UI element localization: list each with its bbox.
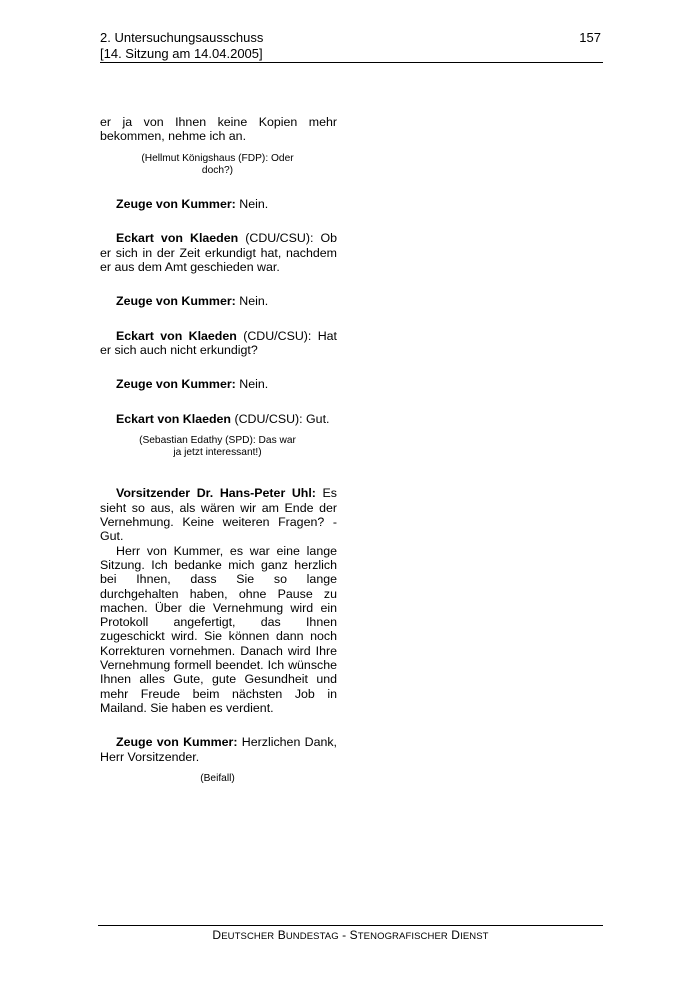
header-divider (100, 62, 603, 63)
statement-text: Herzlichen Dank, Herr Vorsitzender. (100, 735, 337, 764)
paragraph-continuation: er ja von Ihnen keine Kopien mehr bekommen, nehme ich an. (100, 115, 337, 144)
page-header (100, 30, 603, 62)
speaker-name: Vorsitzender Dr. Hans-Peter Uhl: (116, 486, 316, 501)
interjection-line: (Hellmut Königshaus (FDP): Oder (141, 152, 294, 164)
speaker-name: Zeuge von Kummer: (116, 197, 236, 212)
session-info: [14. Sitzung am 14.04.2005] (100, 46, 263, 61)
statement-text: (CDU/CSU): Hat er sich auch nicht erkundigt? (100, 328, 337, 357)
text-column (100, 115, 337, 785)
statement-text: Es sieht so aus, als wären wir am Ende der Vernehmung. Keine weiteren Fragen? - Gut. (100, 486, 338, 544)
statement-chairman-continued: Herr von Kummer, es war eine lange Sitzung. Ich bedanke mich ganz herzlich bei Ihnen, dass Sie so lange durchgehalten haben, ohne Pause zu machen. Über die Vernehmung wird ein Protokoll angefertigt, das Ihnen zugeschickt wird. Sie können dann noch Korrekturen vornehmen. Danach wird Ihre Vernehmung formell beendet. Ich wünsche Ihnen alles Gute, gute Gesundheit und mehr Freude beim nächsten Job in Mailand. Sie haben es verdient. (100, 543, 337, 715)
statement-klaeden (100, 329, 337, 358)
speaker-name: Eckart von Klaeden (116, 328, 237, 343)
interjection-line: doch?) (201, 164, 234, 176)
speaker-name: Zeuge von Kummer: (116, 377, 236, 392)
interjection-koenigshaus (100, 153, 337, 178)
statement-witness (100, 294, 337, 308)
statement-text: (CDU/CSU): Gut. (231, 411, 330, 426)
statement-witness (100, 377, 337, 391)
statement-text: Nein. (235, 294, 269, 309)
statement-witness (100, 735, 337, 764)
footer-divider (98, 925, 603, 926)
interjection-applause: (Beifall) (200, 772, 235, 784)
statement-witness (100, 197, 337, 211)
page-footer: DEUTSCHER BUNDESTAG - STENOGRAFISCHER DIENST (212, 928, 489, 942)
speaker-name: Zeuge von Kummer: (116, 735, 238, 750)
committee-title: 2. Untersuchungsausschuss (100, 30, 264, 45)
interjection-edathy (100, 435, 337, 460)
page-number: 157 (579, 30, 601, 45)
speaker-name: Zeuge von Kummer: (116, 294, 236, 309)
statement-text: (CDU/CSU): Ob er sich in der Zeit erkundigt hat, nachdem er aus dem Amt geschieden war. (100, 231, 337, 275)
statement-klaeden (100, 231, 337, 274)
statement-klaeden (100, 412, 337, 426)
statement-text: Nein. (235, 197, 269, 212)
statement-chairman (100, 486, 337, 543)
interjection-line: ja jetzt interessant!) (173, 447, 262, 459)
interjection-line: (Sebastian Edathy (SPD): Das war (139, 434, 296, 446)
speaker-name: Eckart von Klaeden (116, 231, 239, 246)
statement-text: Nein. (235, 377, 269, 392)
speaker-name: Eckart von Klaeden (116, 411, 232, 426)
